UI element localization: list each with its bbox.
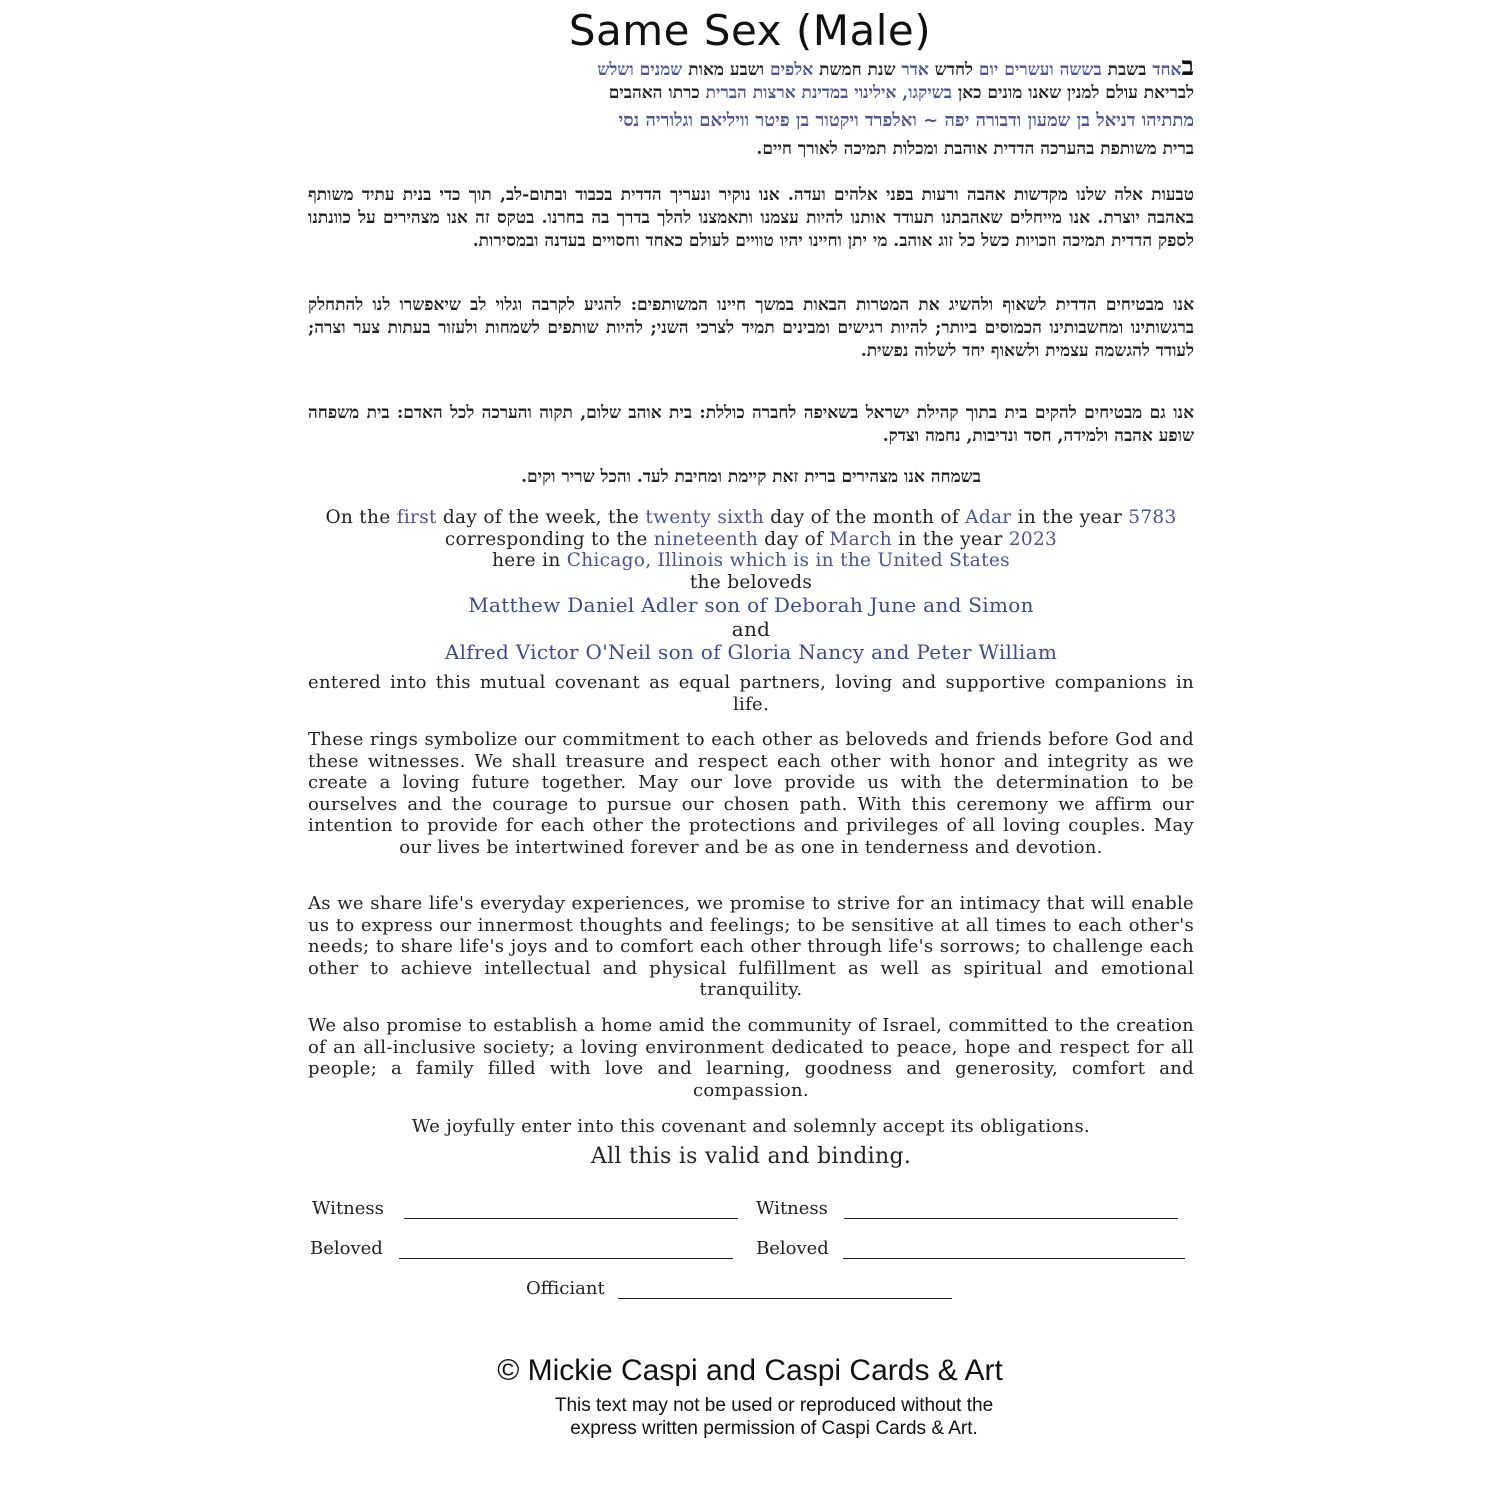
beloved-1-signature [310, 1238, 733, 1259]
hebrew-paragraph-1 [308, 52, 1194, 161]
hebrew-line-1 [308, 52, 1194, 82]
intro-date [308, 507, 1194, 572]
hebrew-paragraph-2: טבעות אלה שלנו מקדשות אהבה ורעות בפני אלהים ועדה. אנו נוקיר ונעריך הדדית בכבוד ובתום-לב, תוך כדי בנית עתיד משותף באהבה יוצרת. אנו מייחלים שאהבתנו תעודד אותנו להיות עצמנו ותאמצנו להלך בדרך בה בחרנו. בטקס זה אנו מצהירים על כוונתנו לספק הדדית תמיכה וזכויות כשל כל זוג אוהב. מי יתן וחיינו יהיו טוויים לעולם כאחד וחסויים בעדנה ובמסירות. [308, 185, 1194, 251]
page-title: Same Sex (Male) [568, 6, 932, 55]
intro-hebrew-day: twenty sixth [645, 507, 765, 528]
officiant-signature [526, 1278, 952, 1299]
hebrew-date-segment: לחדש [928, 60, 974, 80]
hebrew-line-2a: לבריאת עולם למנין שאנו מונים כאן [951, 83, 1194, 103]
hebrew-date-segment: אלפים [769, 60, 814, 80]
hebrew-initial-letter: ב [1181, 52, 1194, 82]
witness-2-line[interactable] [844, 1200, 1178, 1219]
hebrew-names: מתתיהו דניאל בן שמעון ודבורה יפה ~ ואלפרד ויקטור בן פיטר וויליאם וגלוריה נסי [618, 110, 1194, 131]
intro-location: Chicago, Illinois which is in the United States [566, 550, 1010, 571]
copyright-notice: © Mickie Caspi and Caspi Cards & Art [497, 1354, 1003, 1387]
hebrew-paragraph-4: אנו גם מבטיחים להקים בית בתוך קהילת ישראל בשאיפה לחברה כוללת: בית אוהב שלום, תקוה והערכה לכל האדם: בית משפחה שופע אהבה ולמידה, חסד ונדיבות, נחמה וצדק. [308, 403, 1194, 446]
english-home-paragraph: We also promise to establish a home amid the community of Israel, committed to the creation of an all-inclusive society; a loving environment dedicated to peace, hope and respect for all people; a family filled with love and learning, goodness and generosity, comfort and compassion. [308, 1015, 1194, 1101]
witness-2-signature [756, 1198, 1178, 1219]
hebrew-date-segment: בשבת [1101, 60, 1153, 80]
beloved-1-line[interactable] [399, 1240, 733, 1259]
intro-text: day of the month of [764, 507, 966, 528]
intro-day-of-week: first [396, 507, 437, 528]
intro-civil-year: 2023 [1008, 528, 1058, 550]
intro-beloveds: the beloveds [689, 571, 813, 593]
witness-1-line[interactable] [404, 1200, 738, 1219]
english-joy-line: We joyfully enter into this covenant and solemnly accept its obligations. [411, 1116, 1091, 1137]
hebrew-date-segment: אחד [1152, 60, 1182, 80]
beloved-2-line[interactable] [843, 1240, 1185, 1259]
english-share-paragraph: As we share life's everyday experiences, we promise to strive for an intimacy that will enable us to express our innermost thoughts and feelings; to be sensitive at all times to each other's needs; to share life's joys and to comfort each other through life's sorrows; to challenge each other to achieve intellectual and physical fulfillment as well as spiritual and emotional tranquility. [308, 893, 1194, 1000]
intro-text: day of the week, the [436, 507, 646, 528]
hebrew-date-line [597, 60, 1181, 80]
english-valid-line: All this is valid and binding. [590, 1144, 912, 1169]
english-covenant: entered into this mutual covenant as equal partners, loving and supportive companions in life. [308, 672, 1194, 715]
english-intro [308, 507, 1194, 664]
intro-civil-day: nineteenth [653, 528, 759, 550]
intro-text: in the year [892, 528, 1009, 550]
officiant-label: Officiant [526, 1278, 605, 1299]
intro-hebrew-month: Adar [965, 507, 1012, 528]
beloved-2-signature [756, 1238, 1185, 1259]
intro-civil-month: March [829, 528, 892, 550]
hebrew-line-4: ברית משותפת בהערכה הדדית אוהבת ומכלות תמיכה לאורך חיים. [756, 139, 1194, 159]
usage-notice-line-1: This text may not be used or reproduced without the [554, 1395, 994, 1416]
hebrew-place: בשיקגו, אילינוי במדינת ארצות הברית [705, 83, 952, 103]
partner-2-name: Alfred Victor O'Neil son of Gloria Nancy and Peter William [444, 640, 1058, 664]
hebrew-date-segment: שמנים ושלש [597, 60, 683, 80]
hebrew-date-segment: אדר [901, 60, 929, 80]
hebrew-date-segment: יום [973, 60, 1005, 80]
usage-notice-line-2: express written permission of Caspi Cards & Art. [570, 1418, 978, 1439]
hebrew-line-2c: כרתו האהבים [608, 83, 706, 103]
intro-text: in the year [1011, 507, 1129, 528]
officiant-line[interactable] [618, 1280, 952, 1299]
intro-text: here in [492, 550, 567, 571]
hebrew-date-segment: שנת חמשת [813, 60, 902, 80]
witness-2-label: Witness [756, 1198, 828, 1219]
witness-1-label: Witness [312, 1198, 384, 1219]
usage-notice [0, 1394, 1500, 1440]
hebrew-date-segment: ושבע מאות [682, 60, 770, 80]
intro-and: and [731, 616, 771, 641]
partner-1-name: Matthew Daniel Adler son of Deborah June and Simon [468, 593, 1034, 617]
beloved-2-label: Beloved [756, 1238, 829, 1259]
intro-hebrew-year: 5783 [1128, 507, 1177, 528]
witness-1-signature [312, 1198, 738, 1219]
english-rings-paragraph: These rings symbolize our commitment to each other as beloveds and friends before God and these witnesses. We shall treasure and respect each other with honor and integrity as we create a loving future together. May our love provide us with the determination to be ourselves and the courage to pursue our chosen path. With this ceremony we affirm our intention to provide for each other the protections and privileges of all loving couples. May our lives be intertwined forever and be as one in tenderness and devotion. [308, 729, 1194, 858]
beloved-1-label: Beloved [310, 1238, 383, 1259]
intro-text: day of [758, 528, 830, 550]
hebrew-paragraph-3: אנו מבטיחים הדדית לשאוף ולהשיג את המטרות הבאות במשך חיינו המשותפים: להגיע לקרבה וגלוי לב שיאפשרו לנו להתחלק ברגשותינו ומחשבותינו הכמוסים ביותר; להיות רגישים ומבינים תמיד לצרכי השני; להיות שותפים לשמחות ולעזור בעתות צער וצרה; לעודד להגשמה עצמית ולשאוף יחד לשלוה נפשית. [308, 295, 1194, 361]
hebrew-date-segment: בששה ועשרים [1004, 60, 1102, 80]
intro-text: On the [325, 507, 397, 528]
hebrew-paragraph-5: בשמחה אנו מצהירים ברית זאת קיימת ומחיבת לעד. והכל שריר וקים. [521, 467, 981, 487]
intro-text: corresponding to the [444, 528, 654, 550]
hebrew-line-2 [308, 82, 1194, 105]
